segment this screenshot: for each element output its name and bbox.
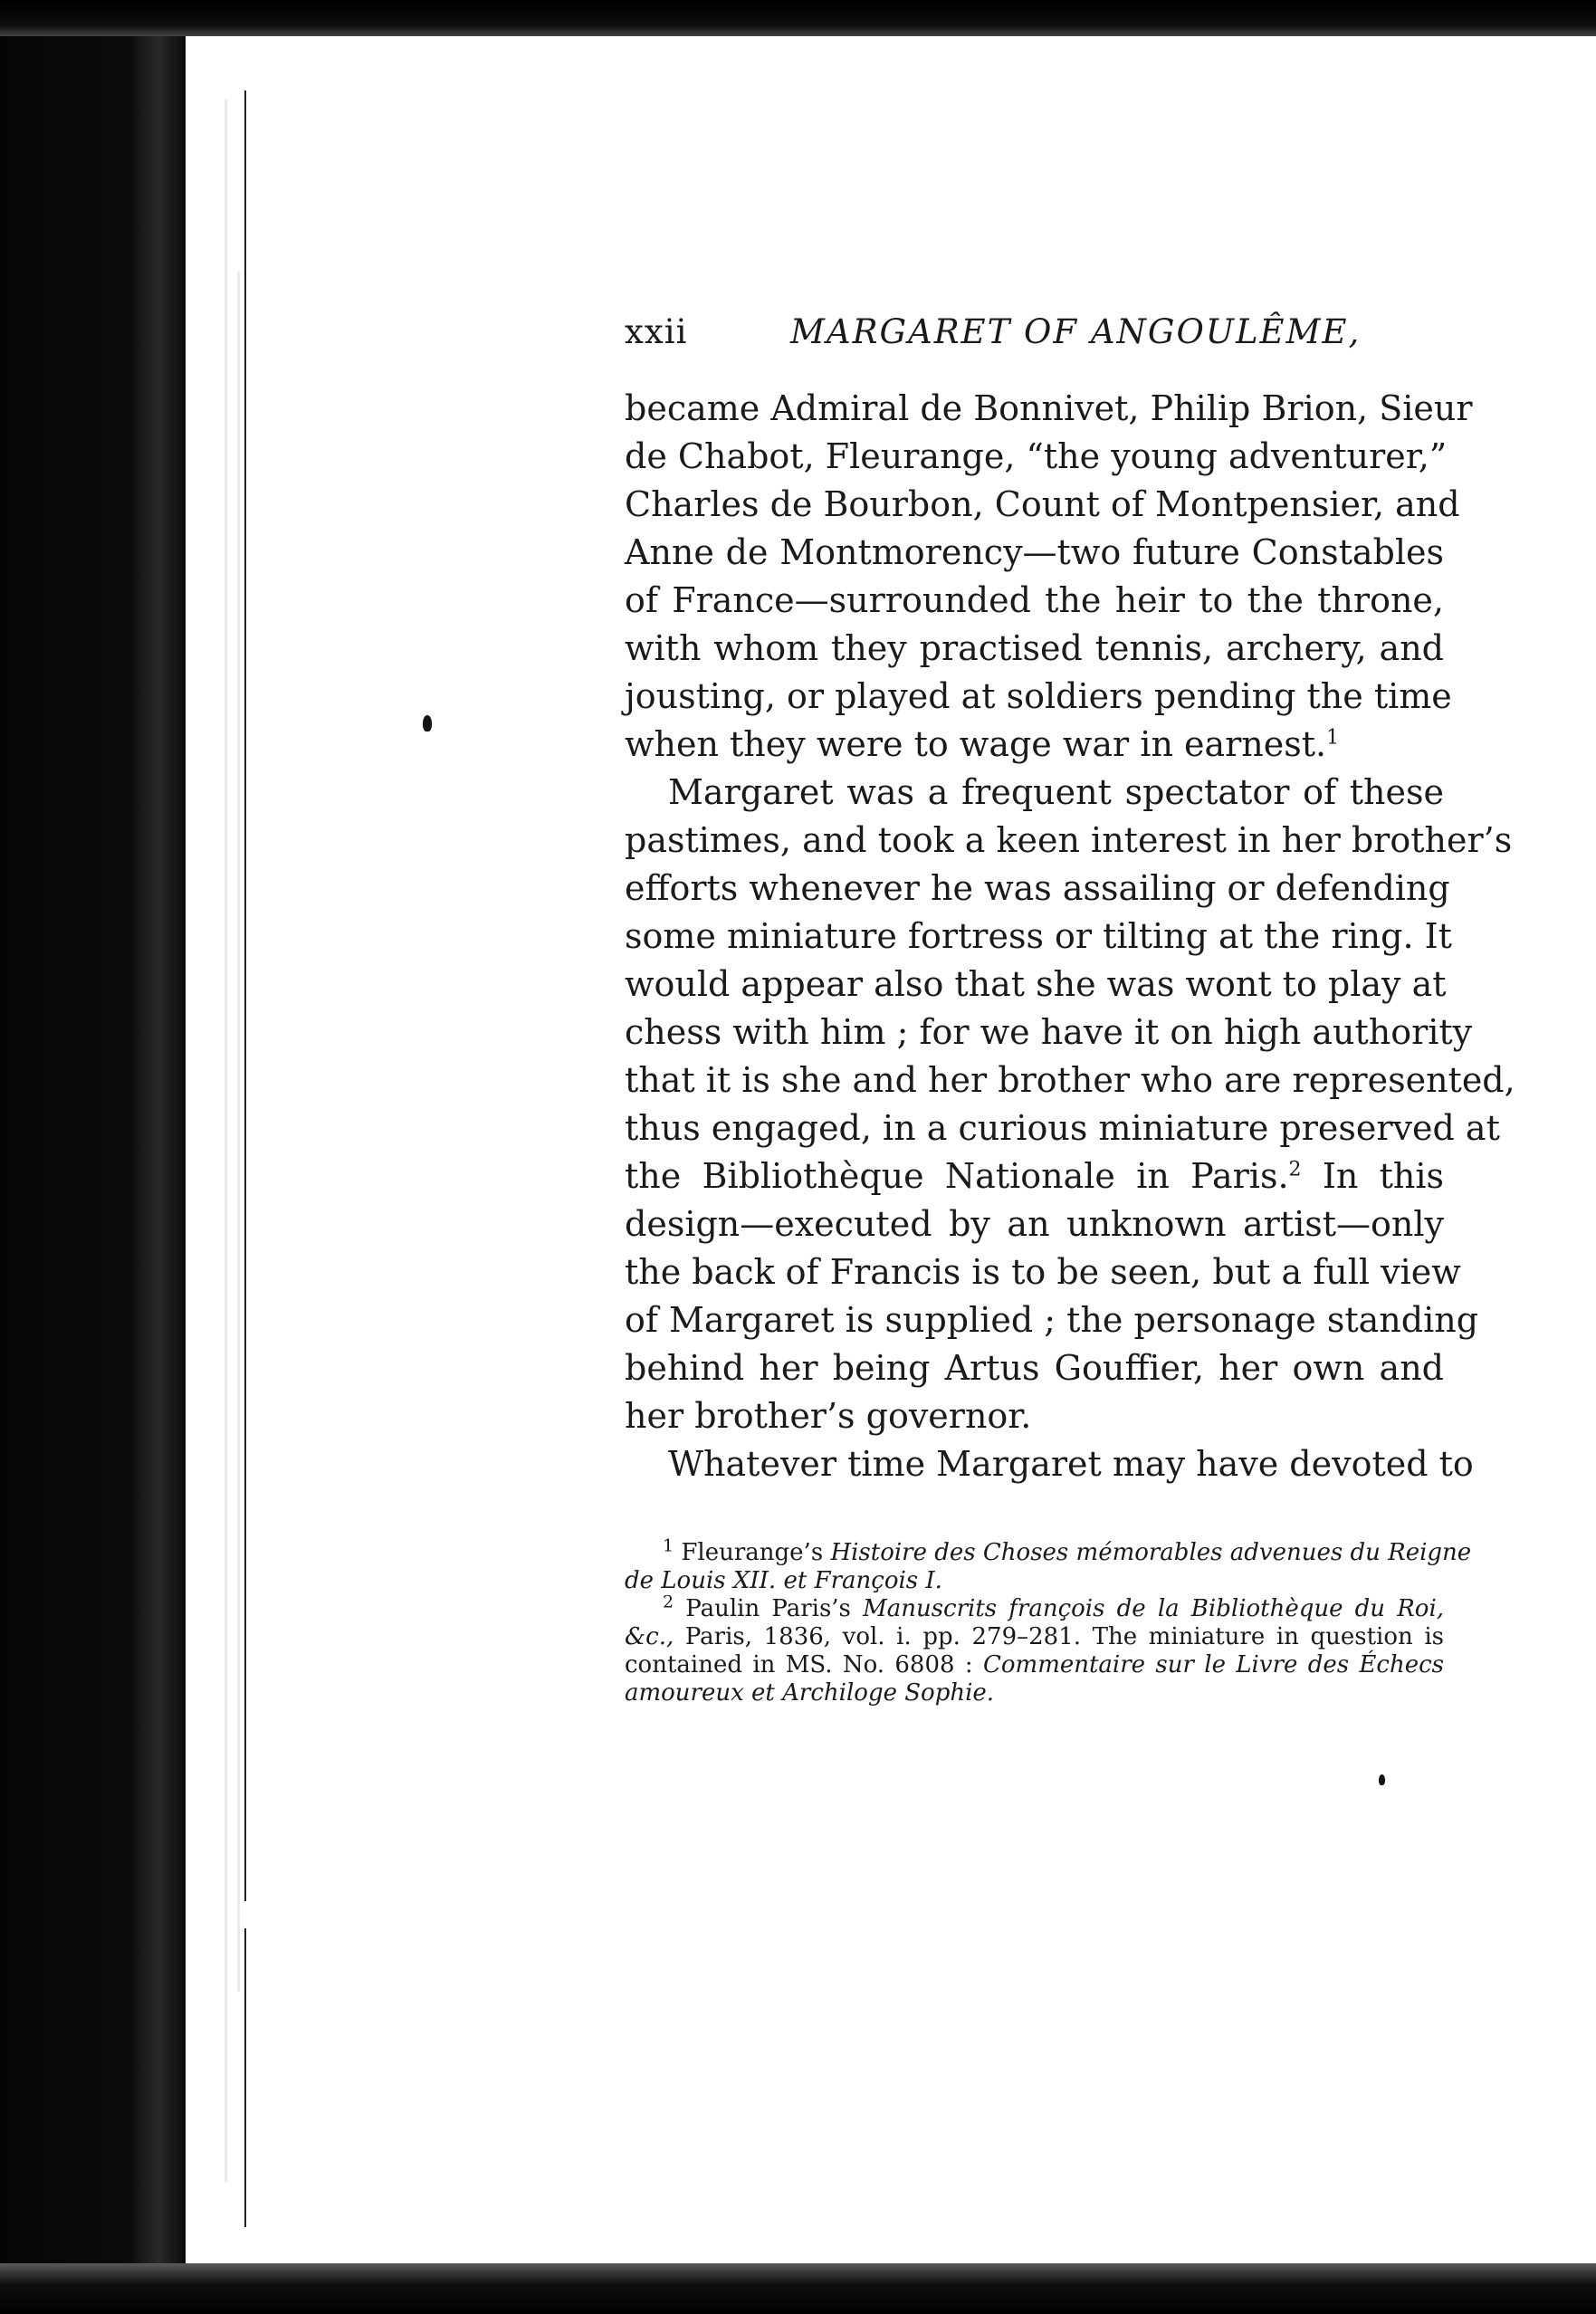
footnote-ref-1: 1 — [1326, 726, 1340, 750]
text-line: design—executed by an unknown artist—only — [625, 1204, 1444, 1244]
text-line: with whom they practised tennis, archery, and — [625, 628, 1444, 668]
footnote-details: Paris, 1836, vol. i. pp. 279–281. The miniature in question is — [684, 1623, 1445, 1650]
footnote-author: Fleurange’s — [681, 1539, 824, 1566]
footnote-author: Paulin Paris’s — [685, 1595, 851, 1622]
text-line: that it is she and her brother who are represented, — [625, 1060, 1515, 1100]
scan-border-top — [0, 0, 1596, 36]
text-segment: the Bibliothèque Nationale in Paris. — [625, 1156, 1289, 1196]
text-line: de Chabot, Fleurange, “the young adventurer,” — [625, 436, 1448, 476]
text-line: Charles de Bourbon, Count of Montpensier, and — [625, 484, 1460, 524]
footnote-2-cont — [625, 1651, 1444, 1679]
footnote-ms: contained in MS. No. 6808 : — [625, 1651, 973, 1678]
footnote-title: amoureux et Archiloge Sophie. — [625, 1679, 995, 1707]
paragraph-start: Whatever time Margaret may have devoted to — [668, 1444, 1474, 1484]
text-line: some miniature fortress or tilting at the ring. It — [625, 916, 1452, 956]
footnote-1 — [625, 1535, 1472, 1567]
gutter-rule — [244, 1928, 246, 2227]
running-title: MARGARET OF ANGOULÊME, — [790, 312, 1362, 351]
paragraph-start: Margaret was a frequent spectator of these — [668, 772, 1444, 812]
scan-border-left — [0, 0, 186, 2314]
scan-border-bottom — [0, 2263, 1596, 2314]
ink-speck — [423, 715, 432, 731]
text-line: of Margaret is supplied ; the personage standing — [625, 1300, 1479, 1340]
page-number: xxii — [625, 312, 688, 351]
footnote-title: de Louis XII. et François I. — [625, 1567, 942, 1594]
text-line: thus engaged, in a curious miniature preserved at — [625, 1108, 1500, 1148]
text-line: chess with him ; for we have it on high authority — [625, 1012, 1473, 1052]
footnote-2 — [625, 1592, 1445, 1623]
text-line — [625, 721, 1444, 769]
footnote-title: Histoire des Choses mémorables advenues du Reigne — [830, 1539, 1472, 1566]
gutter-rule — [244, 91, 246, 1901]
text-line: pastimes, and took a keen interest in her brother’s — [625, 820, 1513, 860]
body-text — [625, 385, 1515, 1488]
text-line: would appear also that she was wont to play at — [625, 964, 1447, 1004]
footnote-number: 2 — [663, 1592, 674, 1612]
ink-speck — [1379, 1774, 1385, 1785]
footnotes — [625, 1535, 1472, 1707]
footnote-ref-2: 2 — [1288, 1158, 1302, 1181]
footnote-etc: &c., — [625, 1623, 674, 1650]
text-line: jousting, or played at soldiers pending the time — [625, 676, 1452, 716]
running-head — [625, 312, 1439, 367]
text-line: of France—surrounded the heir to the throne, — [625, 580, 1444, 620]
text-segment: when they were to wage war in earnest. — [625, 724, 1327, 764]
footnote-2-cont — [625, 1623, 1444, 1651]
text-line — [625, 1152, 1444, 1200]
text-segment: In this — [1301, 1156, 1444, 1196]
footnote-number: 1 — [663, 1535, 674, 1556]
footnote-title: Commentaire sur le Livre des Échecs — [983, 1651, 1444, 1678]
text-line: became Admiral de Bonnivet, Philip Brion, Sieur — [625, 388, 1473, 428]
text-line: Anne de Montmorency—two future Constables — [625, 532, 1444, 572]
text-line: her brother’s governor. — [625, 1396, 1032, 1436]
footnote-title: Manuscrits françois de la Bibliothèque du Roi, — [863, 1595, 1445, 1622]
footnote-2-cont — [625, 1679, 1444, 1707]
text-line: efforts whenever he was assailing or defending — [625, 868, 1450, 908]
footnote-1-cont — [625, 1567, 1444, 1595]
scan-streak — [237, 272, 240, 1992]
text-line: the back of Francis is to be seen, but a full view — [625, 1252, 1461, 1292]
text-line: behind her being Artus Gouffier, her own and — [625, 1348, 1444, 1388]
scan-streak — [225, 100, 227, 2182]
